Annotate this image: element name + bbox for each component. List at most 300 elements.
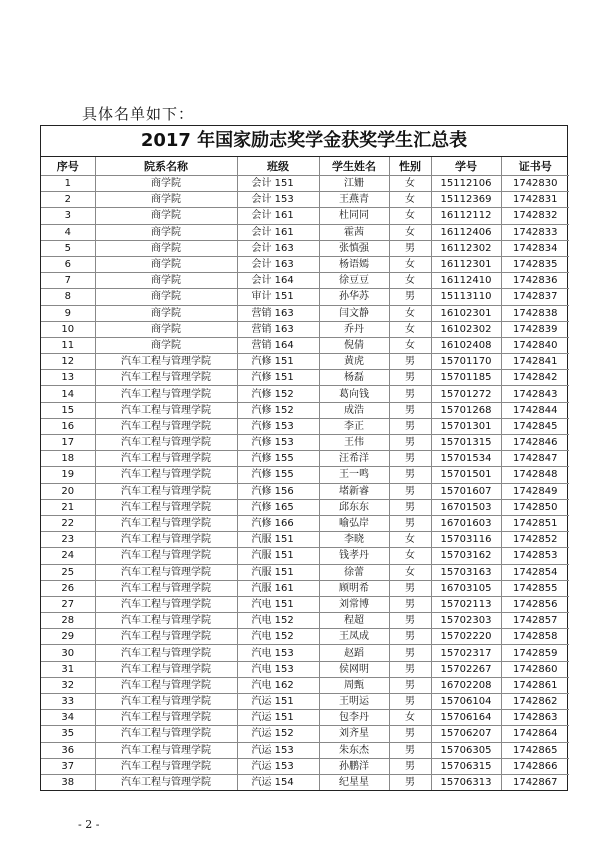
cell-department: 汽车工程与管理学院 — [95, 629, 237, 645]
cell-student-name: 程超 — [319, 613, 389, 629]
cell-student-name: 朱东杰 — [319, 742, 389, 758]
cell-student-name: 孙华苏 — [319, 289, 389, 305]
cell-gender: 女 — [389, 208, 431, 224]
cell-gender: 男 — [389, 418, 431, 434]
table-row — [41, 208, 569, 224]
cell-class: 会计 161 — [237, 208, 319, 224]
cell-gender: 女 — [389, 273, 431, 289]
cell-class: 汽服 161 — [237, 580, 319, 596]
cell-class: 汽修 156 — [237, 483, 319, 499]
cell-student-id: 16112301 — [431, 256, 501, 272]
cell-index: 7 — [41, 273, 95, 289]
cell-gender: 女 — [389, 224, 431, 240]
cell-student-name: 顾明希 — [319, 580, 389, 596]
cell-index: 28 — [41, 613, 95, 629]
cell-department: 汽车工程与管理学院 — [95, 435, 237, 451]
cell-gender: 男 — [389, 402, 431, 418]
table-row — [41, 613, 569, 629]
cell-class: 汽电 153 — [237, 645, 319, 661]
cell-student-id: 15701534 — [431, 451, 501, 467]
cell-index: 24 — [41, 548, 95, 564]
cell-index: 27 — [41, 596, 95, 612]
cell-student-name: 杨语嫣 — [319, 256, 389, 272]
cell-gender: 男 — [389, 580, 431, 596]
cell-index: 10 — [41, 321, 95, 337]
cell-certificate-no: 1742836 — [501, 273, 569, 289]
cell-student-id: 15703116 — [431, 532, 501, 548]
cell-certificate-no: 1742844 — [501, 402, 569, 418]
cell-student-id: 15113110 — [431, 289, 501, 305]
cell-department: 汽车工程与管理学院 — [95, 726, 237, 742]
cell-gender: 男 — [389, 677, 431, 693]
cell-index: 34 — [41, 710, 95, 726]
cell-certificate-no: 1742862 — [501, 694, 569, 710]
cell-certificate-no: 1742831 — [501, 192, 569, 208]
award-table-sheet — [40, 125, 568, 791]
cell-certificate-no: 1742857 — [501, 613, 569, 629]
cell-student-name: 黄虎 — [319, 354, 389, 370]
cell-gender: 男 — [389, 613, 431, 629]
cell-gender: 女 — [389, 305, 431, 321]
cell-certificate-no: 1742861 — [501, 677, 569, 693]
cell-certificate-no: 1742867 — [501, 774, 569, 790]
cell-class: 会计 163 — [237, 240, 319, 256]
cell-certificate-no: 1742842 — [501, 370, 569, 386]
cell-class: 汽修 153 — [237, 435, 319, 451]
cell-student-name: 王一鸣 — [319, 467, 389, 483]
cell-student-id: 15702303 — [431, 613, 501, 629]
header-row — [41, 157, 569, 176]
cell-department: 汽车工程与管理学院 — [95, 548, 237, 564]
table-row — [41, 661, 569, 677]
page-number: - 2 - — [78, 818, 100, 831]
table-row — [41, 467, 569, 483]
cell-gender: 男 — [389, 240, 431, 256]
cell-certificate-no: 1742832 — [501, 208, 569, 224]
cell-index: 19 — [41, 467, 95, 483]
cell-index: 3 — [41, 208, 95, 224]
table-row — [41, 386, 569, 402]
cell-student-name: 徐豆豆 — [319, 273, 389, 289]
cell-gender: 女 — [389, 564, 431, 580]
cell-department: 汽车工程与管理学院 — [95, 645, 237, 661]
cell-certificate-no: 1742853 — [501, 548, 569, 564]
cell-index: 5 — [41, 240, 95, 256]
cell-index: 22 — [41, 515, 95, 531]
cell-gender: 男 — [389, 774, 431, 790]
cell-student-id: 15701272 — [431, 386, 501, 402]
cell-certificate-no: 1742847 — [501, 451, 569, 467]
cell-certificate-no: 1742854 — [501, 564, 569, 580]
cell-certificate-no: 1742856 — [501, 596, 569, 612]
cell-index: 15 — [41, 402, 95, 418]
cell-certificate-no: 1742850 — [501, 499, 569, 515]
table-row — [41, 677, 569, 693]
cell-certificate-no: 1742835 — [501, 256, 569, 272]
cell-class: 汽运 153 — [237, 758, 319, 774]
cell-class: 会计 161 — [237, 224, 319, 240]
cell-index: 23 — [41, 532, 95, 548]
header-class: 班级 — [237, 157, 319, 176]
header-gender: 性别 — [389, 157, 431, 176]
cell-student-id: 15706207 — [431, 726, 501, 742]
cell-student-name: 周甄 — [319, 677, 389, 693]
cell-gender: 女 — [389, 337, 431, 353]
cell-index: 32 — [41, 677, 95, 693]
cell-certificate-no: 1742843 — [501, 386, 569, 402]
cell-department: 汽车工程与管理学院 — [95, 418, 237, 434]
table-row — [41, 418, 569, 434]
cell-student-name: 刘齐星 — [319, 726, 389, 742]
cell-department: 汽车工程与管理学院 — [95, 677, 237, 693]
cell-class: 汽运 152 — [237, 726, 319, 742]
cell-student-name: 李晓 — [319, 532, 389, 548]
header-student-id: 学号 — [431, 157, 501, 176]
table-row — [41, 726, 569, 742]
cell-gender: 男 — [389, 499, 431, 515]
cell-gender: 男 — [389, 758, 431, 774]
cell-gender: 男 — [389, 645, 431, 661]
cell-department: 汽车工程与管理学院 — [95, 532, 237, 548]
cell-student-name: 钱孝丹 — [319, 548, 389, 564]
cell-student-id: 15701315 — [431, 435, 501, 451]
header-certificate-no: 证书号 — [501, 157, 569, 176]
cell-class: 会计 163 — [237, 256, 319, 272]
cell-index: 4 — [41, 224, 95, 240]
cell-department: 商学院 — [95, 224, 237, 240]
cell-class: 汽修 155 — [237, 451, 319, 467]
cell-certificate-no: 1742855 — [501, 580, 569, 596]
cell-student-name: 侯网明 — [319, 661, 389, 677]
cell-certificate-no: 1742864 — [501, 726, 569, 742]
cell-student-name: 邱东东 — [319, 499, 389, 515]
cell-index: 8 — [41, 289, 95, 305]
cell-student-name: 杜同同 — [319, 208, 389, 224]
cell-department: 汽车工程与管理学院 — [95, 758, 237, 774]
cell-department: 汽车工程与管理学院 — [95, 386, 237, 402]
cell-gender: 男 — [389, 629, 431, 645]
cell-student-name: 霍茜 — [319, 224, 389, 240]
table-row — [41, 370, 569, 386]
header-index: 序号 — [41, 157, 95, 176]
cell-class: 会计 153 — [237, 192, 319, 208]
cell-certificate-no: 1742848 — [501, 467, 569, 483]
table-row — [41, 532, 569, 548]
cell-gender: 女 — [389, 321, 431, 337]
cell-student-id: 16102408 — [431, 337, 501, 353]
table-row — [41, 758, 569, 774]
cell-student-id: 16702208 — [431, 677, 501, 693]
cell-index: 13 — [41, 370, 95, 386]
cell-department: 商学院 — [95, 321, 237, 337]
cell-gender: 男 — [389, 451, 431, 467]
cell-certificate-no: 1742838 — [501, 305, 569, 321]
cell-gender: 男 — [389, 435, 431, 451]
table-row — [41, 710, 569, 726]
cell-student-name: 江姗 — [319, 176, 389, 192]
cell-gender: 男 — [389, 661, 431, 677]
cell-student-id: 16112406 — [431, 224, 501, 240]
cell-index: 11 — [41, 337, 95, 353]
cell-gender: 男 — [389, 694, 431, 710]
cell-student-id: 15706313 — [431, 774, 501, 790]
cell-student-name: 闫文静 — [319, 305, 389, 321]
cell-student-id: 15701301 — [431, 418, 501, 434]
cell-department: 汽车工程与管理学院 — [95, 613, 237, 629]
cell-student-id: 15112106 — [431, 176, 501, 192]
cell-student-name: 葛向钱 — [319, 386, 389, 402]
cell-department: 汽车工程与管理学院 — [95, 483, 237, 499]
cell-certificate-no: 1742841 — [501, 354, 569, 370]
table-row — [41, 354, 569, 370]
table-row — [41, 694, 569, 710]
cell-student-id: 16701503 — [431, 499, 501, 515]
cell-certificate-no: 1742840 — [501, 337, 569, 353]
cell-student-name: 王凤成 — [319, 629, 389, 645]
cell-index: 36 — [41, 742, 95, 758]
table-row — [41, 564, 569, 580]
table-row — [41, 240, 569, 256]
cell-certificate-no: 1742860 — [501, 661, 569, 677]
cell-department: 汽车工程与管理学院 — [95, 354, 237, 370]
table-row — [41, 402, 569, 418]
cell-class: 汽修 155 — [237, 467, 319, 483]
cell-certificate-no: 1742859 — [501, 645, 569, 661]
cell-certificate-no: 1742858 — [501, 629, 569, 645]
cell-student-id: 16112410 — [431, 273, 501, 289]
cell-index: 1 — [41, 176, 95, 192]
cell-department: 商学院 — [95, 256, 237, 272]
cell-index: 9 — [41, 305, 95, 321]
cell-certificate-no: 1742863 — [501, 710, 569, 726]
intro-text: 具体名单如下： — [82, 105, 195, 123]
cell-index: 12 — [41, 354, 95, 370]
cell-department: 汽车工程与管理学院 — [95, 742, 237, 758]
cell-certificate-no: 1742851 — [501, 515, 569, 531]
cell-department: 汽车工程与管理学院 — [95, 710, 237, 726]
cell-department: 汽车工程与管理学院 — [95, 370, 237, 386]
cell-index: 18 — [41, 451, 95, 467]
cell-gender: 男 — [389, 515, 431, 531]
cell-certificate-no: 1742865 — [501, 742, 569, 758]
cell-student-id: 15706104 — [431, 694, 501, 710]
cell-gender: 男 — [389, 467, 431, 483]
table-row — [41, 321, 569, 337]
cell-class: 会计 164 — [237, 273, 319, 289]
cell-certificate-no: 1742849 — [501, 483, 569, 499]
header-department: 院系名称 — [95, 157, 237, 176]
table-row — [41, 499, 569, 515]
cell-gender: 男 — [389, 726, 431, 742]
cell-certificate-no: 1742845 — [501, 418, 569, 434]
cell-student-id: 16701603 — [431, 515, 501, 531]
cell-student-id: 15112369 — [431, 192, 501, 208]
cell-department: 汽车工程与管理学院 — [95, 580, 237, 596]
cell-department: 商学院 — [95, 337, 237, 353]
cell-index: 38 — [41, 774, 95, 790]
cell-class: 汽电 151 — [237, 596, 319, 612]
cell-student-name: 王伟 — [319, 435, 389, 451]
cell-student-id: 16112112 — [431, 208, 501, 224]
cell-certificate-no: 1742837 — [501, 289, 569, 305]
table-row — [41, 192, 569, 208]
table-row — [41, 273, 569, 289]
cell-department: 商学院 — [95, 289, 237, 305]
cell-certificate-no: 1742839 — [501, 321, 569, 337]
cell-department: 商学院 — [95, 240, 237, 256]
cell-department: 汽车工程与管理学院 — [95, 661, 237, 677]
cell-gender: 男 — [389, 596, 431, 612]
cell-department: 商学院 — [95, 305, 237, 321]
cell-student-id: 16112302 — [431, 240, 501, 256]
cell-certificate-no: 1742866 — [501, 758, 569, 774]
cell-class: 汽修 153 — [237, 418, 319, 434]
cell-student-id: 15702317 — [431, 645, 501, 661]
cell-student-name: 王燕青 — [319, 192, 389, 208]
cell-department: 汽车工程与管理学院 — [95, 596, 237, 612]
cell-class: 汽电 152 — [237, 629, 319, 645]
cell-gender: 女 — [389, 176, 431, 192]
cell-student-name: 赵蹈 — [319, 645, 389, 661]
cell-student-id: 15702113 — [431, 596, 501, 612]
cell-gender: 女 — [389, 532, 431, 548]
cell-student-id: 16102302 — [431, 321, 501, 337]
cell-student-name: 喻弘岸 — [319, 515, 389, 531]
cell-class: 汽服 151 — [237, 564, 319, 580]
cell-class: 营销 163 — [237, 305, 319, 321]
cell-certificate-no: 1742833 — [501, 224, 569, 240]
table-row — [41, 256, 569, 272]
cell-index: 14 — [41, 386, 95, 402]
cell-class: 汽运 154 — [237, 774, 319, 790]
table-title: 2017 年国家励志奖学金获奖学生汇总表 — [41, 126, 567, 157]
table-row — [41, 742, 569, 758]
cell-index: 30 — [41, 645, 95, 661]
cell-student-id: 15701501 — [431, 467, 501, 483]
cell-student-id: 15706164 — [431, 710, 501, 726]
table-row — [41, 645, 569, 661]
award-table — [41, 157, 569, 790]
cell-class: 汽运 151 — [237, 710, 319, 726]
cell-gender: 女 — [389, 710, 431, 726]
cell-index: 21 — [41, 499, 95, 515]
cell-student-name: 刘常博 — [319, 596, 389, 612]
cell-class: 汽服 151 — [237, 548, 319, 564]
table-row — [41, 580, 569, 596]
table-row — [41, 176, 569, 192]
cell-department: 汽车工程与管理学院 — [95, 451, 237, 467]
cell-class: 汽电 162 — [237, 677, 319, 693]
cell-department: 汽车工程与管理学院 — [95, 499, 237, 515]
cell-student-id: 15702220 — [431, 629, 501, 645]
cell-index: 26 — [41, 580, 95, 596]
table-row — [41, 305, 569, 321]
cell-class: 会计 151 — [237, 176, 319, 192]
header-student-name: 学生姓名 — [319, 157, 389, 176]
table-row — [41, 629, 569, 645]
cell-gender: 男 — [389, 742, 431, 758]
cell-index: 37 — [41, 758, 95, 774]
cell-index: 25 — [41, 564, 95, 580]
cell-student-name: 张慎强 — [319, 240, 389, 256]
cell-certificate-no: 1742846 — [501, 435, 569, 451]
table-row — [41, 435, 569, 451]
table-row — [41, 451, 569, 467]
cell-student-name: 孙鹏洋 — [319, 758, 389, 774]
cell-student-name: 堵新睿 — [319, 483, 389, 499]
cell-department: 汽车工程与管理学院 — [95, 564, 237, 580]
table-row — [41, 548, 569, 564]
cell-student-id: 15702267 — [431, 661, 501, 677]
cell-gender: 男 — [389, 289, 431, 305]
cell-department: 商学院 — [95, 208, 237, 224]
cell-gender: 女 — [389, 548, 431, 564]
cell-index: 6 — [41, 256, 95, 272]
cell-student-name: 徐蕾 — [319, 564, 389, 580]
cell-department: 汽车工程与管理学院 — [95, 467, 237, 483]
cell-student-id: 15701607 — [431, 483, 501, 499]
cell-gender: 男 — [389, 386, 431, 402]
cell-department: 汽车工程与管理学院 — [95, 515, 237, 531]
cell-student-id: 16703105 — [431, 580, 501, 596]
cell-student-name: 汪希洋 — [319, 451, 389, 467]
cell-student-name: 王明运 — [319, 694, 389, 710]
cell-class: 汽修 166 — [237, 515, 319, 531]
cell-gender: 女 — [389, 192, 431, 208]
cell-class: 汽服 151 — [237, 532, 319, 548]
table-row — [41, 596, 569, 612]
table-row — [41, 337, 569, 353]
cell-index: 33 — [41, 694, 95, 710]
cell-certificate-no: 1742852 — [501, 532, 569, 548]
cell-gender: 女 — [389, 256, 431, 272]
table-row — [41, 483, 569, 499]
cell-department: 汽车工程与管理学院 — [95, 402, 237, 418]
cell-class: 审计 151 — [237, 289, 319, 305]
cell-gender: 男 — [389, 370, 431, 386]
cell-class: 汽修 152 — [237, 386, 319, 402]
cell-student-name: 包李丹 — [319, 710, 389, 726]
cell-department: 商学院 — [95, 176, 237, 192]
cell-class: 营销 163 — [237, 321, 319, 337]
cell-index: 31 — [41, 661, 95, 677]
cell-class: 汽修 165 — [237, 499, 319, 515]
cell-student-id: 15703162 — [431, 548, 501, 564]
cell-index: 16 — [41, 418, 95, 434]
cell-index: 17 — [41, 435, 95, 451]
table-row — [41, 224, 569, 240]
cell-student-id: 15706315 — [431, 758, 501, 774]
cell-index: 35 — [41, 726, 95, 742]
cell-student-id: 16102301 — [431, 305, 501, 321]
cell-department: 商学院 — [95, 192, 237, 208]
cell-student-name: 李正 — [319, 418, 389, 434]
cell-class: 汽运 151 — [237, 694, 319, 710]
cell-gender: 男 — [389, 483, 431, 499]
cell-index: 29 — [41, 629, 95, 645]
cell-class: 汽运 153 — [237, 742, 319, 758]
cell-student-id: 15701185 — [431, 370, 501, 386]
table-row — [41, 774, 569, 790]
cell-student-name: 乔丹 — [319, 321, 389, 337]
cell-student-name: 成浩 — [319, 402, 389, 418]
cell-student-id: 15706305 — [431, 742, 501, 758]
cell-department: 商学院 — [95, 273, 237, 289]
cell-student-id: 15701268 — [431, 402, 501, 418]
cell-certificate-no: 1742834 — [501, 240, 569, 256]
cell-student-id: 15703163 — [431, 564, 501, 580]
table-row — [41, 515, 569, 531]
